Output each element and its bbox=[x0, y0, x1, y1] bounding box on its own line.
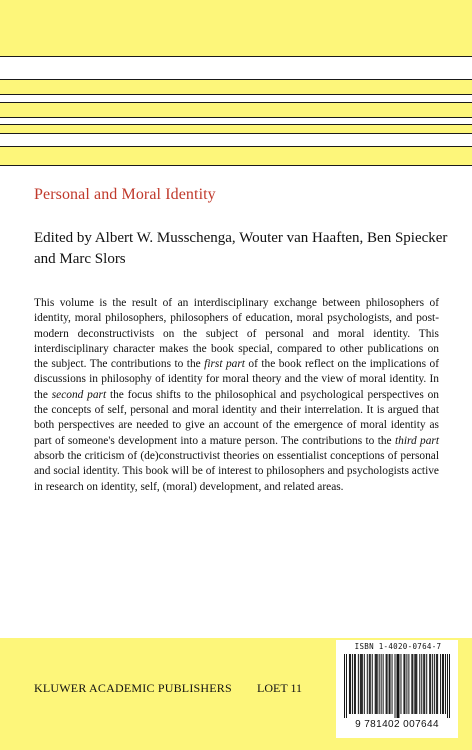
decorative-rule bbox=[0, 124, 472, 125]
barcode-bar bbox=[354, 654, 355, 714]
barcode-bar bbox=[362, 654, 363, 714]
barcode-bar bbox=[423, 654, 424, 714]
barcode-bar bbox=[350, 654, 351, 714]
series-label: LOET 11 bbox=[257, 681, 302, 695]
barcode-bar bbox=[429, 654, 430, 714]
barcode-bar bbox=[412, 654, 413, 714]
editors-line: Edited by Albert W. Musschenga, Wouter van Haaften, Ben Spiecker and Marc Slors bbox=[34, 230, 448, 267]
barcode-bar bbox=[392, 654, 393, 714]
ean-number: 9 781402 007644 bbox=[355, 719, 439, 730]
barcode-bar bbox=[400, 654, 401, 714]
barcode-bar bbox=[372, 654, 373, 714]
publisher-name: KLUWER ACADEMIC PUBLISHERS bbox=[34, 681, 232, 695]
barcode-bar bbox=[421, 654, 422, 714]
barcode-bar bbox=[404, 654, 405, 714]
barcode-bar bbox=[358, 654, 359, 714]
barcode-bar bbox=[355, 654, 356, 714]
barcode-bar bbox=[360, 654, 361, 714]
barcode-bar bbox=[364, 654, 365, 714]
barcode-bar bbox=[440, 654, 441, 714]
barcode-bar bbox=[436, 654, 437, 714]
decorative-rule bbox=[0, 94, 472, 95]
barcode-bar bbox=[430, 654, 431, 714]
book-title: Personal and Moral Identity bbox=[34, 186, 216, 203]
barcode-bar bbox=[346, 654, 347, 718]
barcode-bar bbox=[449, 654, 450, 718]
barcode-bar bbox=[395, 654, 396, 718]
description-text: This volume is the result of an interdisciplinary exchange between philosophers of identity, moral philosophers, philosophers of education, moral psychologists, and post-modern deconstructivists on the subject of personal and moral identity. This interdisciplinary character makes the book special, compared to other publications on the subject. The contributions to the bbox=[34, 297, 439, 371]
barcode-bar bbox=[389, 654, 390, 714]
barcode-bar bbox=[398, 654, 399, 718]
decorative-stripe bbox=[0, 95, 472, 102]
barcode-bar bbox=[416, 654, 417, 714]
barcode-bar bbox=[408, 654, 409, 714]
barcode-bar bbox=[390, 654, 391, 714]
barcode-bar bbox=[367, 654, 368, 714]
decorative-rule bbox=[0, 56, 472, 57]
barcode-bar bbox=[377, 654, 378, 714]
decorative-rule bbox=[0, 79, 472, 80]
barcode-bar bbox=[445, 654, 446, 714]
barcode-bar bbox=[415, 654, 416, 714]
barcode-bar bbox=[361, 654, 362, 714]
description-emphasis: second part bbox=[51, 388, 107, 401]
barcode-bar bbox=[419, 654, 420, 714]
decorative-rule bbox=[0, 102, 472, 103]
barcode-bar bbox=[381, 654, 382, 714]
barcode-bar bbox=[424, 654, 425, 714]
barcode-bar bbox=[432, 654, 433, 714]
barcode-bars bbox=[344, 654, 450, 718]
barcode-bar bbox=[370, 654, 371, 714]
isbn-number: ISBN 1-4020-0764-7 bbox=[354, 642, 442, 651]
description-emphasis: first part bbox=[204, 358, 245, 371]
barcode-bar bbox=[376, 654, 377, 714]
barcode-bar bbox=[375, 654, 376, 714]
barcode-bar bbox=[344, 654, 345, 718]
description-text: the focus shifts to the philosophical and psychological perspectives on the concepts of self, personal and moral identity and their interrelation. It is argued that both perspectives are needed to give an account of the emergence of moral identity as part of someone's development into a mature person. The contributions to the bbox=[34, 388, 439, 447]
book-description bbox=[34, 296, 439, 495]
decorative-rule bbox=[0, 133, 472, 134]
barcode bbox=[336, 640, 458, 738]
barcode-bar bbox=[403, 654, 404, 714]
barcode-bar bbox=[352, 654, 353, 714]
barcode-bar bbox=[369, 654, 370, 714]
barcode-bar bbox=[379, 654, 380, 714]
barcode-bar bbox=[386, 654, 387, 714]
barcode-bar bbox=[387, 654, 388, 714]
barcode-bar bbox=[426, 654, 427, 714]
decorative-stripe bbox=[0, 134, 472, 146]
decorative-stripe bbox=[0, 56, 472, 80]
barcode-bar bbox=[383, 654, 384, 714]
barcode-bar bbox=[442, 654, 443, 714]
decorative-rule bbox=[0, 117, 472, 118]
barcode-bar bbox=[397, 654, 398, 718]
barcode-bar bbox=[443, 654, 444, 714]
description-text: of the book reflect on the implications of discussions in philosophy of identity for moral theory and the view of moral identity. In the bbox=[34, 358, 439, 401]
barcode-bar bbox=[447, 654, 448, 718]
description-emphasis: third part bbox=[394, 434, 439, 447]
description-text: absorb the criticism of (de)constructivist theories on essentialist conceptions of personal and social identity. This book will be of interest to philosophers and psychologists active in research on identity, self, (moral) development, and related areas. bbox=[34, 449, 439, 493]
barcode-bar bbox=[437, 654, 438, 714]
barcode-bar bbox=[414, 654, 415, 714]
barcode-bar bbox=[411, 654, 412, 714]
barcode-bar bbox=[349, 654, 350, 714]
barcode-bar bbox=[398, 654, 399, 718]
barcode-bar bbox=[406, 654, 407, 714]
barcode-bar bbox=[434, 654, 435, 714]
decorative-rule bbox=[0, 146, 472, 147]
